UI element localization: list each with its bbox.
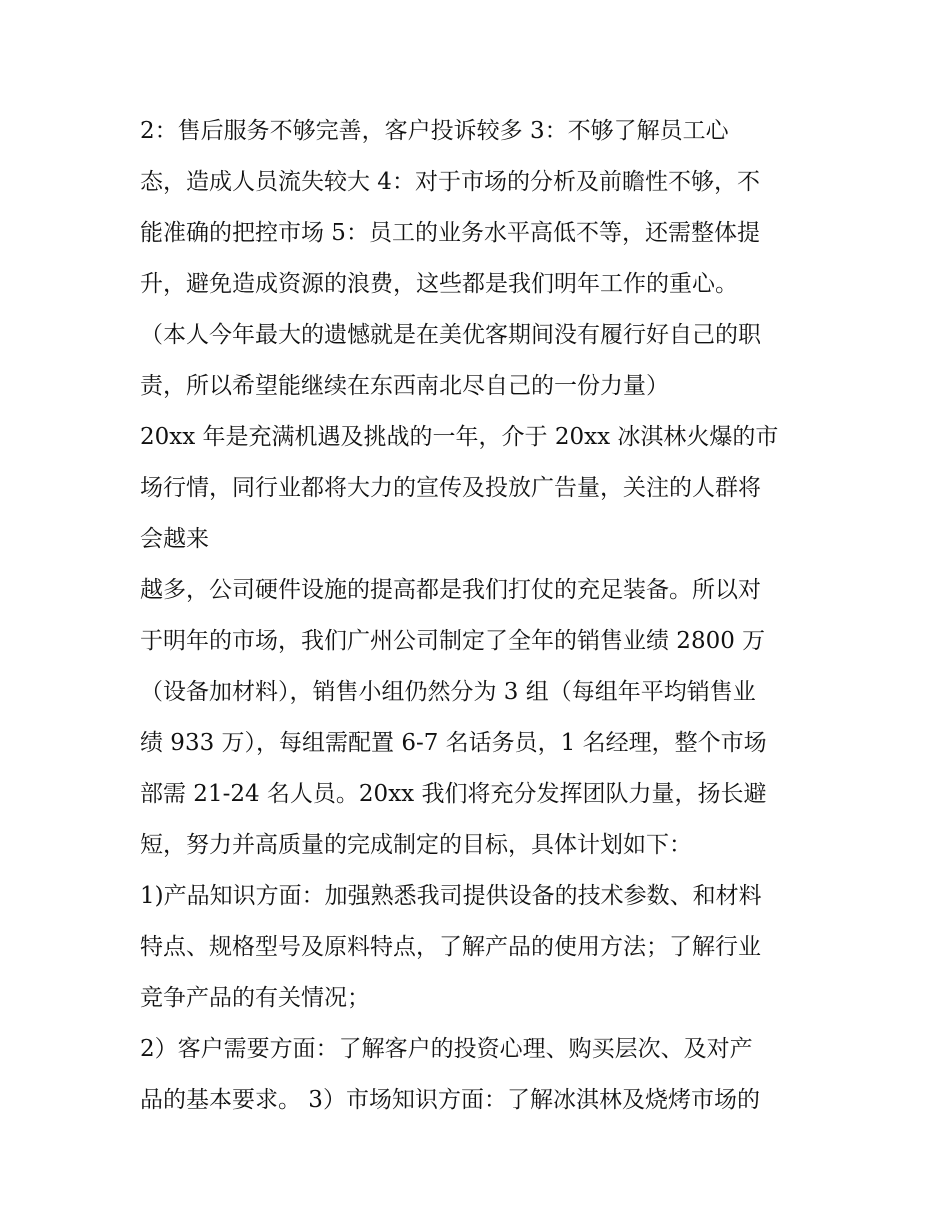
text-line: 2：售后服务不够完善，客户投诉较多 3：不够了解员工心	[140, 118, 729, 144]
text-line: 场行情，同行业都将大力的宣传及投放广告量，关注的人群将	[140, 475, 761, 501]
text-line: 1)产品知识方面：加强熟悉我司提供设备的技术参数、和材料	[140, 883, 762, 909]
text-line: 2）客户需要方面：了解客户的投资心理、购买层次、及对产	[140, 1036, 753, 1062]
text-line: 于明年的市场，我们广州公司制定了全年的销售业绩 2800 万	[140, 628, 766, 654]
text-line: 特点、规格型号及原料特点，了解产品的使用方法；了解行业	[140, 934, 761, 960]
text-line: 短，努力并高质量的完成制定的目标，具体计划如下：	[140, 832, 692, 858]
text-line: 部需 21-24 名人员。20xx 我们将充分发挥团队力量，扬长避	[140, 781, 767, 807]
text-line: 责，所以希望能继续在东西南北尽自己的一份力量）	[140, 373, 669, 399]
text-line: 越多，公司硬件设施的提高都是我们打仗的充足装备。所以对	[140, 577, 761, 603]
text-line: 绩 933 万），每组需配置 6-7 名话务员，1 名经理，整个市场	[140, 730, 767, 756]
text-line: 品的基本要求。 3）市场知识方面：了解冰淇林及烧烤市场的	[140, 1087, 760, 1113]
text-line: 态，造成人员流失较大 4：对于市场的分析及前瞻性不够，不	[140, 169, 760, 195]
text-line: （设备加材料），销售小组仍然分为 3 组（每组年平均销售业	[140, 679, 756, 705]
document-body	[140, 106, 830, 1126]
text-line: 升，避免造成资源的浪费，这些都是我们明年工作的重心。	[140, 271, 738, 297]
text-line: 20xx 年是充满机遇及挑战的一年，介于 20xx 冰淇林火爆的市	[140, 424, 779, 450]
text-line: 竞争产品的有关情况；	[140, 985, 370, 1011]
text-line: （本人今年最大的遗憾就是在美优客期间没有履行好自己的职	[140, 322, 761, 348]
text-line: 会越来	[140, 526, 209, 552]
text-line: 能准确的把控市场 5：员工的业务水平高低不等，还需整体提	[140, 220, 760, 246]
